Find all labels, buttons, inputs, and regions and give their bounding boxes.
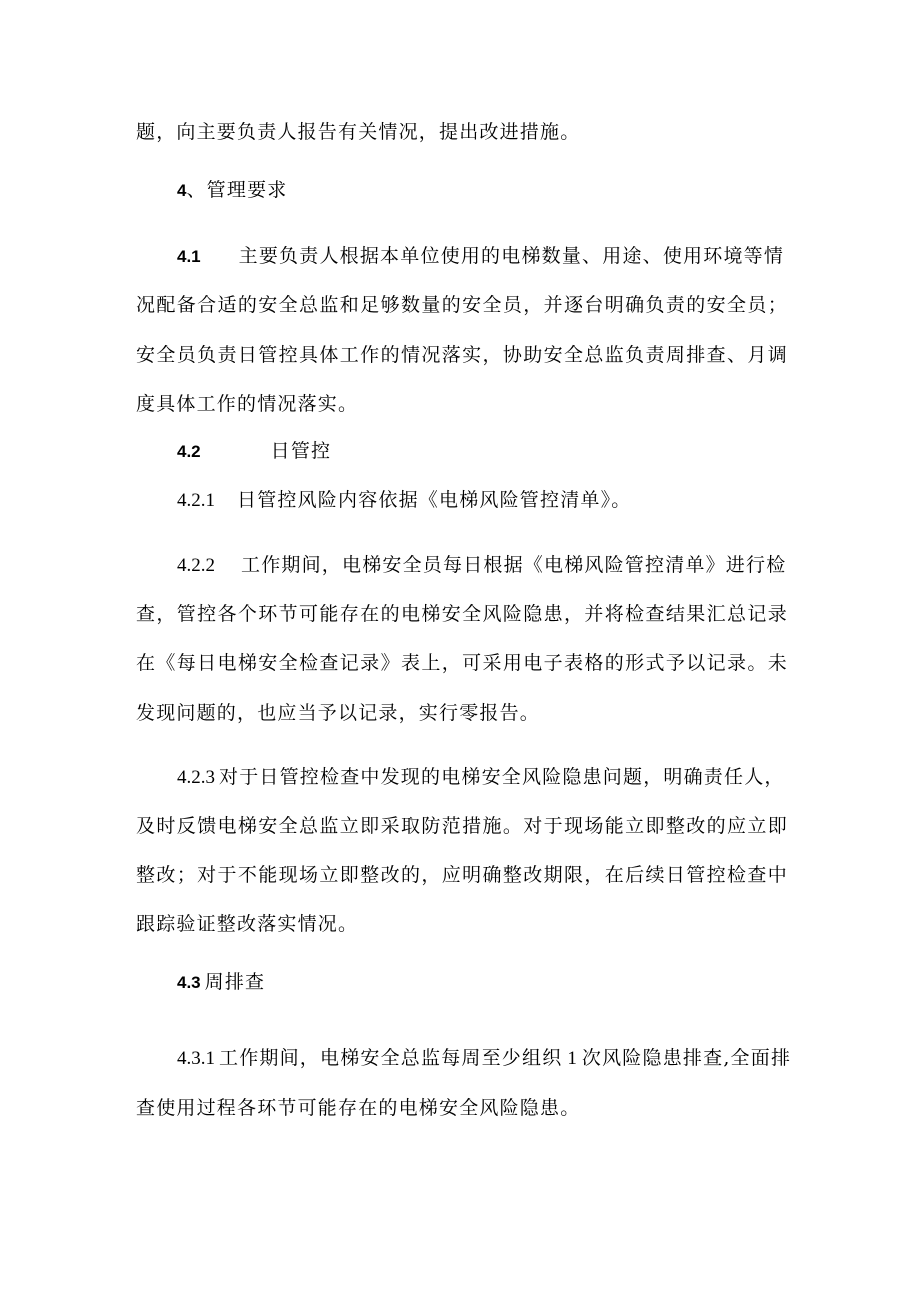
paragraph-text: 题，向主要负责人报告有关情况，提出改进措施。 [136, 121, 581, 143]
section-title: 周排查 [204, 971, 266, 993]
inline-number: 1 [567, 1048, 577, 1069]
paragraph-text: 主要负责人根据本单位使用的电梯数量、用途、使用环境等情 [238, 245, 785, 267]
paragraph-text: 工作期间，电梯安全员每日根据《电梯风险管控清单》进行检 [241, 554, 787, 576]
section-number: 4.2.1 [177, 490, 215, 511]
section-4-2-1 [177, 488, 632, 513]
section-number: 4.2.3 [177, 767, 215, 788]
section-number: 4 [177, 181, 187, 200]
section-heading-4 [177, 178, 287, 203]
paragraph-text: 日管控风险内容依据《电梯风险管控清单》。 [237, 489, 632, 511]
paragraph-text: ,全面排 [723, 1047, 792, 1069]
section-4-2-3-line-2: 及时反馈电梯安全总监立即采取防范措施。对于现场能立即整改的应立即 [136, 815, 788, 837]
section-4-2-2-line-3: 在《每日电梯安全检查记录》表上，可采用电子表格的形式予以记录。未 [136, 652, 788, 674]
section-heading-4-3 [177, 970, 265, 995]
section-4-1-line-2: 况配备合适的安全总监和足够数量的安全员，并逐台明确负责的安全员； [136, 294, 788, 316]
section-4-2-3-line-1 [177, 765, 785, 790]
section-4-2-2-line-4: 发现问题的，也应当予以记录，实行零报告。 [136, 702, 541, 724]
section-4-3-1-line-2: 查使用过程各环节可能存在的电梯安全风险隐患。 [136, 1097, 581, 1119]
section-number: 4.2 [177, 442, 201, 461]
section-title: 、管理要求 [186, 179, 288, 201]
section-4-2-3-line-3: 整改；对于不能现场立即整改的，应明确整改期限，在后续日管控检查中 [136, 864, 788, 886]
section-4-2-2-line-2: 查，管控各个环节可能存在的电梯安全风险隐患，并将检查结果汇总记录 [136, 603, 788, 625]
section-4-1-line-3: 安全员负责日管控具体工作的情况落实，协助安全总监负责周排查、月调 [136, 344, 788, 366]
section-title: 日管控 [270, 440, 332, 462]
section-4-1-line-1 [177, 244, 784, 269]
paragraph-text: 工作期间，电梯安全总监每周至少组织 [219, 1047, 563, 1069]
section-4-3-1-line-1 [177, 1046, 791, 1071]
section-number: 4.3 [177, 973, 201, 992]
section-4-1-line-4: 度具体工作的情况落实。 [136, 393, 359, 415]
section-number: 4.1 [177, 247, 201, 266]
section-4-2-2-line-1 [177, 553, 786, 578]
section-4-2-3-line-4: 跟踪验证整改落实情况。 [136, 913, 359, 935]
section-number: 4.2.2 [177, 555, 215, 576]
section-heading-4-2 [177, 439, 331, 464]
section-number: 4.3.1 [177, 1048, 215, 1069]
paragraph-text: 次风险隐患排查 [581, 1047, 724, 1069]
paragraph-continuation [136, 120, 580, 144]
paragraph-text: 对于日管控检查中发现的电梯安全风险隐患问题，明确责任人， [219, 766, 785, 788]
